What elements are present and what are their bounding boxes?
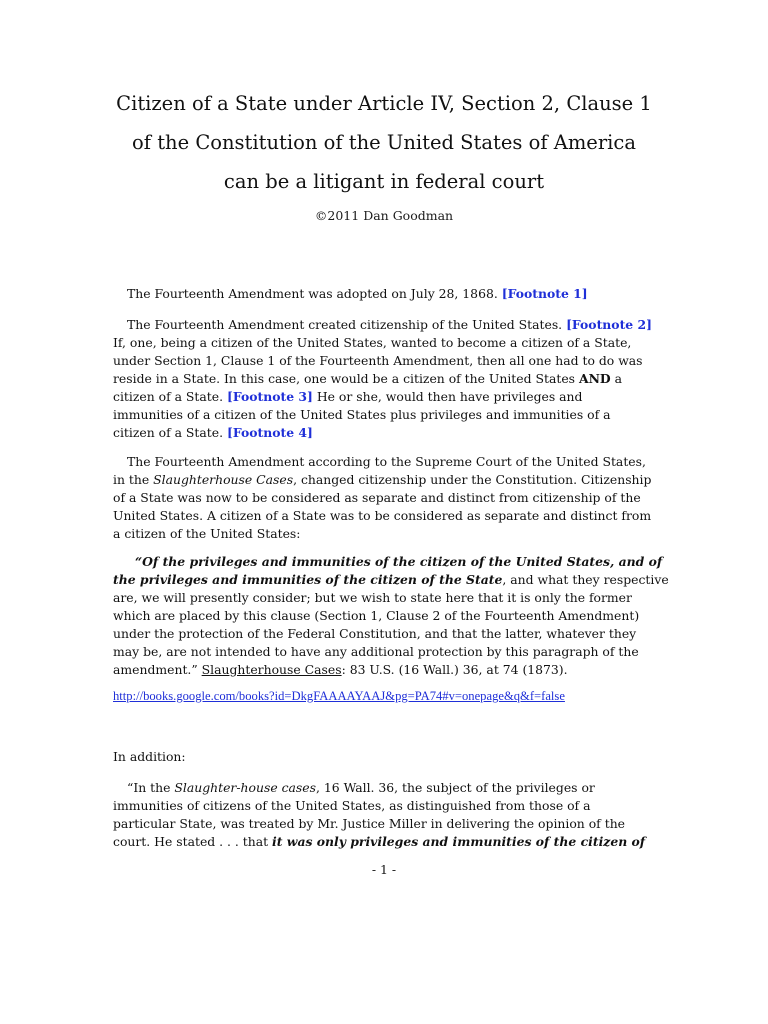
- slaughterhouse-cases-citation: Slaughterhouse Cases: [201, 662, 342, 677]
- paragraph-2-line-3: under Section 1, Clause 1 of the Fourteenth Amendment, then all one had to do was: [113, 353, 643, 368]
- title-line-1: Citizen of a State under Article IV, Section 2, Clause 1: [116, 92, 652, 115]
- paragraph-3-line-1: The Fourteenth Amendment according to the Supreme Court of the United States,: [127, 454, 646, 469]
- paragraph-3-line-2b: , changed citizenship under the Constitution. Citizenship: [293, 472, 652, 487]
- footnote-4-link[interactable]: [Footnote 4]: [226, 425, 313, 440]
- quote-2-line-1a: “In the: [127, 780, 175, 795]
- paragraph-2-line-2: If, one, being a citizen of the United States, wanted to become a citizen of a State,: [113, 335, 632, 350]
- paragraph-2-line-4a: reside in a State. In this case, one would be a citizen of the United States: [113, 371, 579, 386]
- paragraph-2-line-5a: citizen of a State.: [113, 389, 227, 404]
- paragraph-3-line-5: a citizen of the United States:: [113, 526, 301, 541]
- quote-2-line-3: particular State, was treated by Mr. Justice Miller in delivering the opinion of the: [113, 816, 626, 831]
- paragraph-3-line-3: of a State was now to be considered as separate and distinct from citizenship of the: [113, 490, 641, 505]
- paragraph-2: [113, 316, 673, 442]
- footnote-2-link[interactable]: [Footnote 2]: [566, 317, 652, 332]
- slaughterhouse-cases-italic: Slaughterhouse Cases: [153, 472, 294, 487]
- paragraph-3: [113, 453, 673, 543]
- slaughter-house-cases-italic: Slaughter-house cases: [174, 780, 316, 795]
- page-number: - 1 -: [371, 862, 397, 877]
- in-addition-heading: [113, 748, 673, 766]
- paragraph-2-bold-and: AND: [578, 371, 611, 386]
- quote-1-line-1: “Of the privileges and immunities of the citizen of the United States, and of: [135, 554, 663, 569]
- quote-2-line-2: immunities of citizens of the United States, as distinguished from those of a: [113, 798, 591, 813]
- quote-1-line-2-rest: , and what they respective: [502, 572, 669, 587]
- footnote-3-link[interactable]: [Footnote 3]: [226, 389, 313, 404]
- quote-1-line-7a: amendment.”: [113, 662, 202, 677]
- quote-1-line-2-bold: the privileges and immunities of the citizen of the State: [113, 572, 503, 587]
- quote-2-line-4a: court. He stated . . . that: [113, 834, 273, 849]
- quote-1-line-4: which are placed by this clause (Section 1, Clause 2 of the Fourteenth Amendment): [113, 608, 640, 623]
- quote-1-line-5: under the protection of the Federal Constitution, and that the latter, whatever they: [113, 626, 637, 641]
- quote-1-line-6: may be, are not intended to have any additional protection by this paragraph of the: [113, 644, 639, 659]
- paragraph-2-line-7a: citizen of a State.: [113, 425, 227, 440]
- paragraph-2-line-5b: He or she, would then have privileges and: [312, 389, 583, 404]
- quote-1-line-7b: : 83 U.S. (16 Wall.) 36, at 74 (1873).: [341, 662, 568, 677]
- google-books-link[interactable]: http://books.google.com/books?id=DkgFAAAAYAAJ&pg=PA74#v=onepage&q&f=false: [113, 689, 565, 703]
- paragraph-3-line-4: United States. A citizen of a State was to be considered as separate and distinct from: [113, 508, 652, 523]
- paragraph-2-line-6: immunities of a citizen of the United States plus privileges and immunities of a: [113, 407, 611, 422]
- quote-2-line-4-bold: it was only privileges and immunities of the citizen of: [272, 834, 646, 849]
- quote-2: [113, 779, 673, 851]
- title-line-3: can be a litigant in federal court: [223, 170, 545, 193]
- paragraph-2-line-1: The Fourteenth Amendment created citizenship of the United States.: [127, 317, 567, 332]
- paragraph-1: [113, 285, 673, 303]
- footnote-1-link[interactable]: [Footnote 1]: [501, 286, 588, 301]
- quote-2-line-1b: , 16 Wall. 36, the subject of the privileges or: [315, 780, 595, 795]
- paragraph-3-line-2a: in the: [113, 472, 154, 487]
- quote-1: [113, 553, 673, 679]
- paragraph-2-line-4b: a: [610, 371, 622, 386]
- in-addition-text: In addition:: [113, 749, 186, 764]
- title-line-2: of the Constitution of the United States of America: [132, 131, 636, 154]
- copyright-notice: ©2011 Dan Goodman: [314, 208, 454, 223]
- paragraph-1-text: The Fourteenth Amendment was adopted on July 28, 1868.: [127, 286, 502, 301]
- quote-1-line-3: are, we will presently consider; but we wish to state here that it is only the former: [113, 590, 632, 605]
